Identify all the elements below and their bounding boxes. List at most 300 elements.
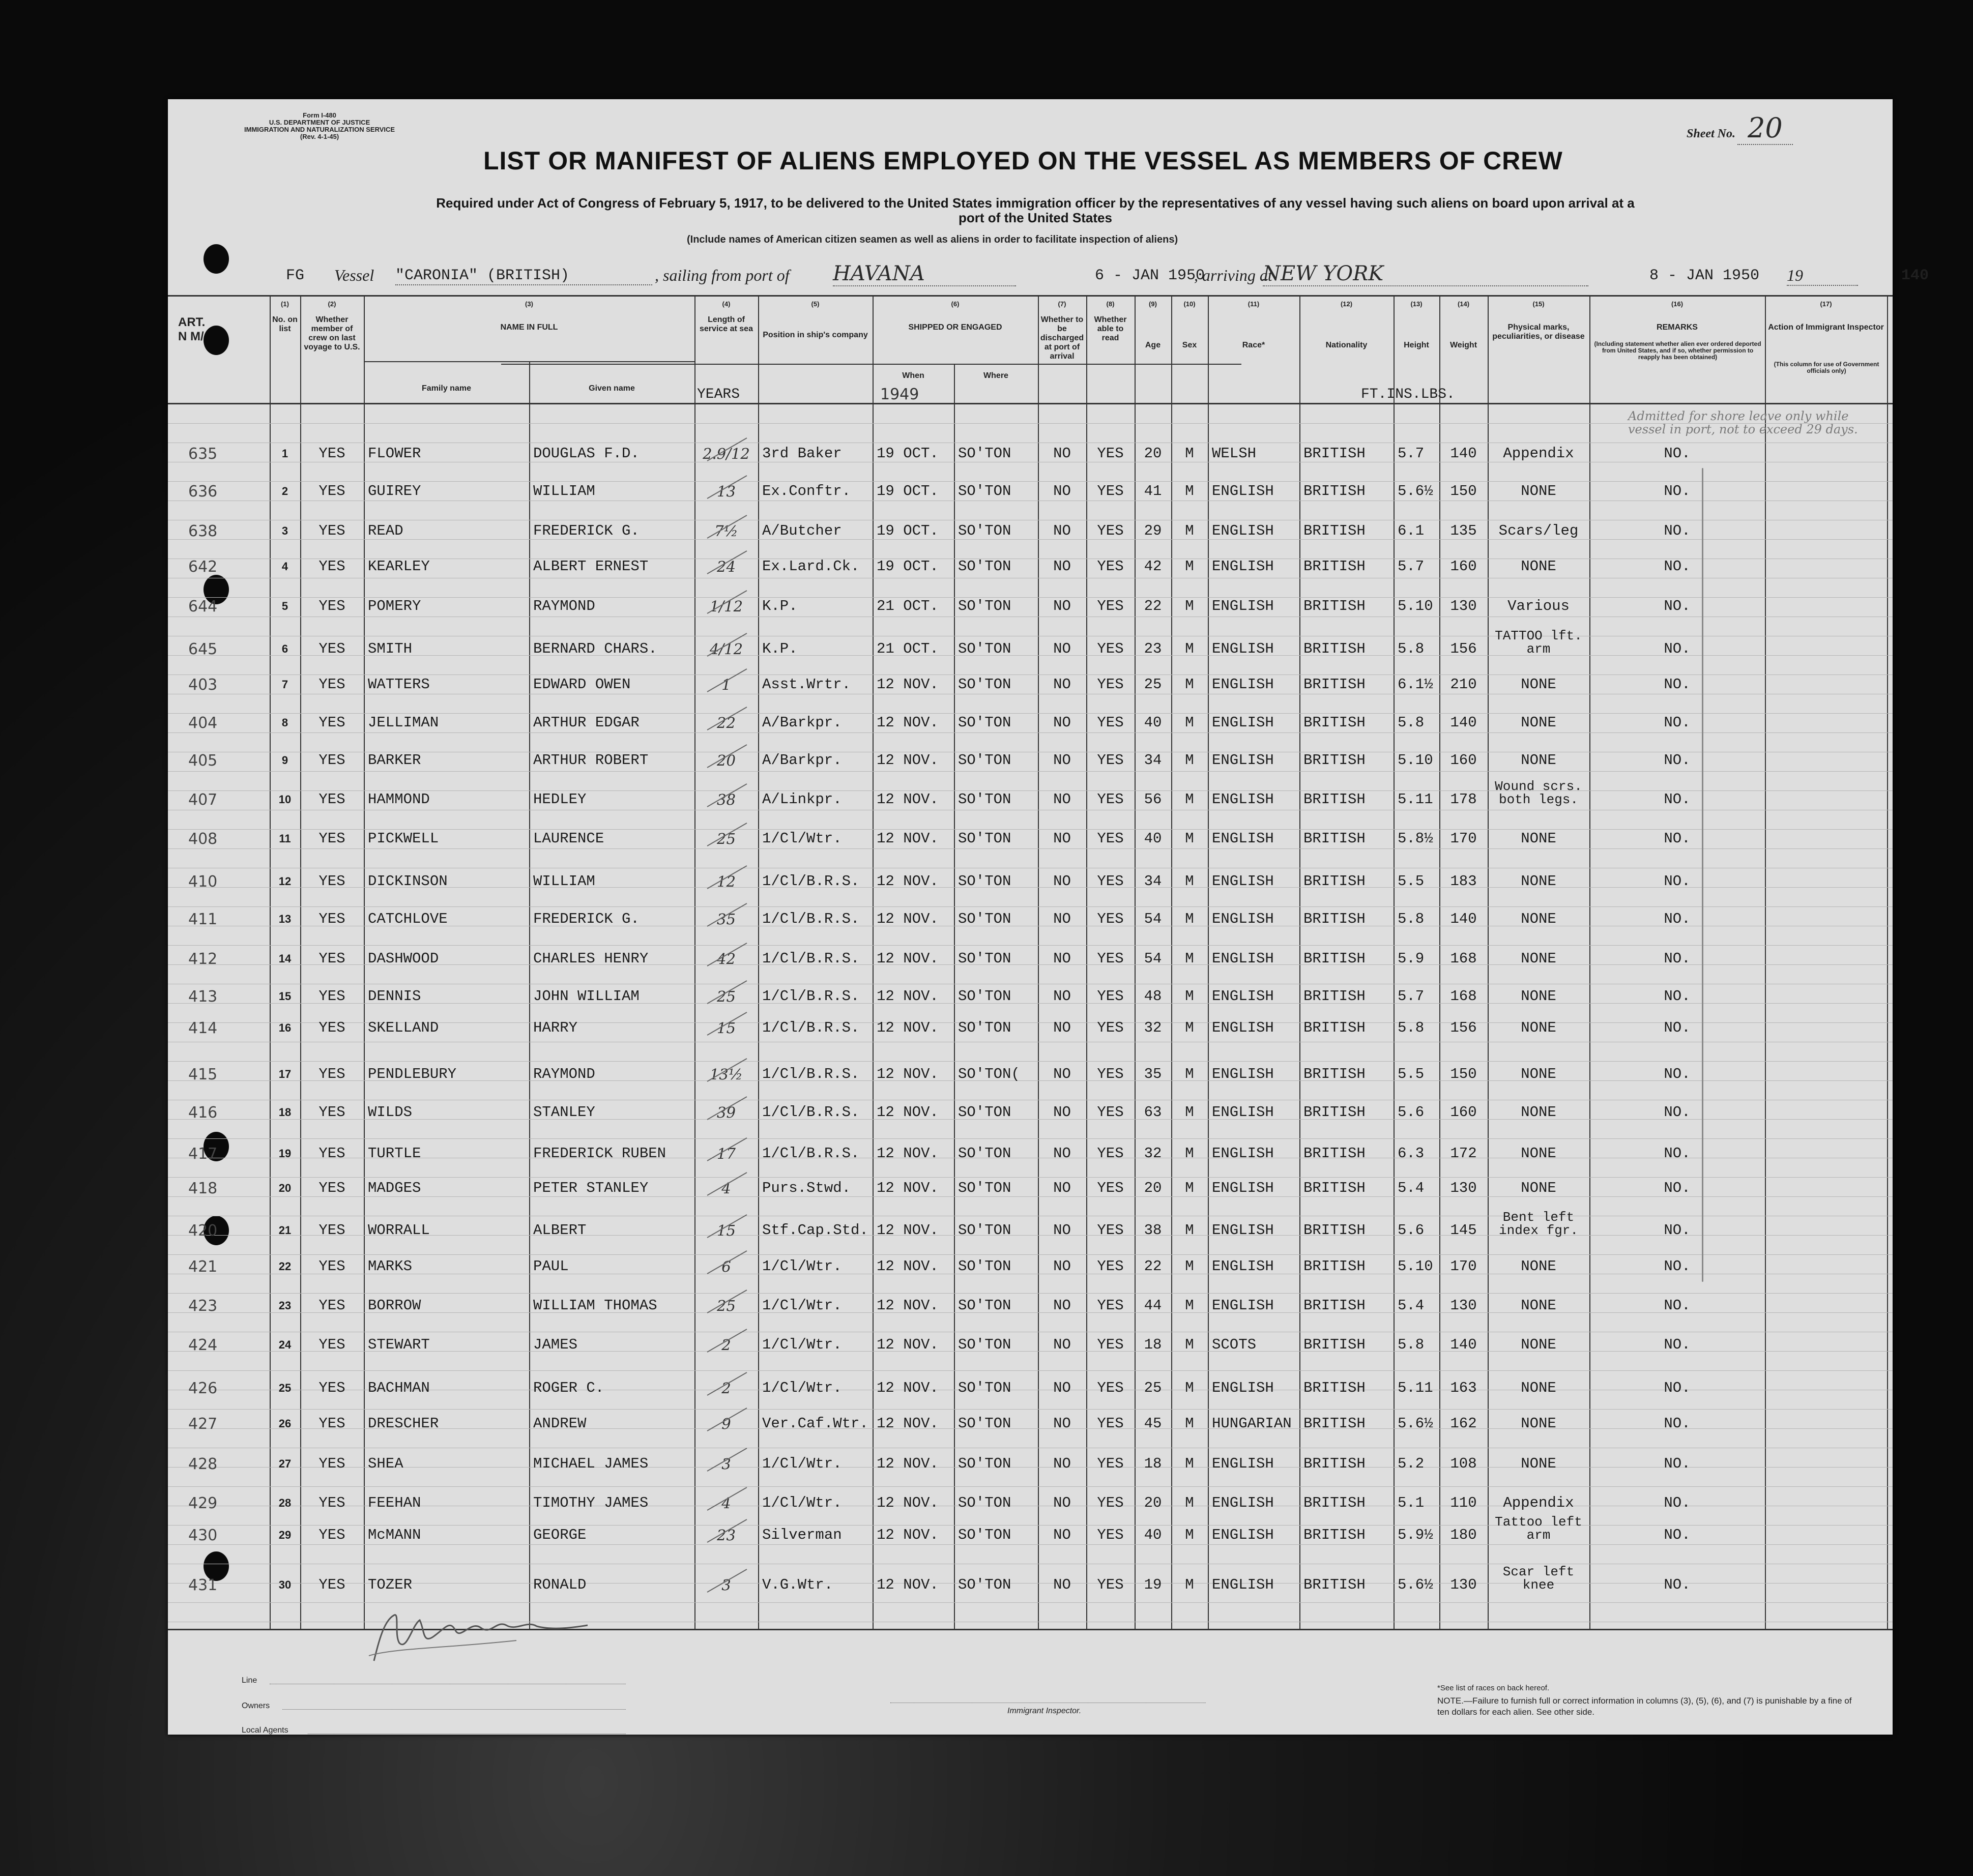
cell-sex: M	[1185, 640, 1194, 657]
cell-when: 21 OCT.	[877, 598, 939, 614]
cell-where: SO'TON	[958, 1527, 1011, 1543]
cell-read: YES	[1097, 483, 1124, 500]
cell-given: JOHN WILLIAM	[533, 988, 640, 1005]
cell-discharged: NO	[1053, 558, 1071, 575]
cell-crew: YES	[318, 752, 345, 769]
line-number: 635	[188, 445, 218, 463]
cell-where: SO'TON	[958, 483, 1011, 500]
form-number: Form I-480	[303, 111, 336, 119]
cell-marks: NONE	[1521, 911, 1556, 927]
cell-discharged: NO	[1053, 1336, 1071, 1353]
arriving-label: , arriving at	[1194, 266, 1272, 284]
cell-family: JELLIMAN	[368, 714, 439, 731]
race-note: *See list of races on back hereof.	[1437, 1684, 1550, 1692]
cell-age: 44	[1144, 1297, 1162, 1314]
cell-age: 32	[1144, 1145, 1162, 1162]
cell-position: 1/Cl/Wtr.	[762, 830, 842, 847]
cell-service: 4	[721, 1180, 731, 1197]
cell-when: 12 NOV.	[877, 1336, 939, 1353]
cell-service: 2.9/12	[703, 445, 750, 462]
cell-sex: M	[1185, 676, 1194, 693]
cell-position: A/Linkpr.	[762, 791, 842, 808]
cell-service: 6	[721, 1258, 731, 1275]
pencil-note: Admitted for shore leave only while vessel in port, not to exceed 29 days.	[1628, 409, 1858, 436]
cell-when: 21 OCT.	[877, 640, 939, 657]
line-number: 412	[188, 950, 218, 968]
ruled-line	[168, 1196, 1893, 1197]
cell-race: ENGLISH	[1212, 791, 1274, 808]
cell-no: 7	[281, 678, 288, 691]
cell-crew: YES	[318, 640, 345, 657]
page-subtitle	[270, 196, 1801, 225]
cell-when: 12 NOV.	[877, 1180, 939, 1196]
cell-given: FREDERICK RUBEN	[533, 1145, 666, 1162]
cell-service: 22	[717, 714, 736, 731]
cell-remarks: NO.	[1664, 988, 1691, 1005]
cell-where: SO'TON	[958, 1180, 1011, 1196]
cell-height: 5.6½	[1398, 1576, 1433, 1593]
line-number: 642	[188, 558, 218, 576]
cell-where: SO'TON	[958, 522, 1011, 539]
cell-where: SO'TON(	[958, 1066, 1020, 1082]
cell-sex: M	[1185, 1494, 1194, 1511]
cell-given: PAUL	[533, 1258, 569, 1275]
cell-age: 35	[1144, 1066, 1162, 1082]
line-number: 429	[188, 1494, 218, 1512]
cell-given: TIMOTHY JAMES	[533, 1494, 649, 1511]
cell-position: 1/Cl/Wtr.	[762, 1455, 842, 1472]
column-rule	[1589, 295, 1590, 1630]
cell-given: ALBERT	[533, 1222, 587, 1239]
ruled-line	[168, 481, 1893, 482]
ruled-line	[168, 1544, 1893, 1545]
cell-marks: Appendix	[1503, 445, 1574, 462]
ruled-line	[168, 945, 1893, 946]
footer-owners-rule	[282, 1709, 626, 1710]
cell-sex: M	[1185, 522, 1194, 539]
ruled-line	[168, 1061, 1893, 1062]
form-revision: (Rev. 4-1-45)	[300, 133, 339, 140]
cell-service: 1/12	[709, 598, 743, 615]
cell-where: SO'TON	[958, 1415, 1011, 1432]
cell-height: 5.7	[1398, 988, 1425, 1005]
cell-where: SO'TON	[958, 1104, 1011, 1121]
cell-weight: 130	[1450, 1180, 1477, 1196]
column-header: Height	[1404, 341, 1429, 349]
cell-marks: NONE	[1521, 1455, 1556, 1472]
cell-position: 1/Cl/B.R.S.	[762, 873, 860, 890]
cell-nationality: BRITISH	[1303, 598, 1366, 614]
cell-no: 3	[281, 524, 288, 537]
cell-height: 6.1½	[1398, 676, 1433, 693]
line-number: 413	[188, 988, 218, 1006]
cell-when: 19 OCT.	[877, 558, 939, 575]
cell-sex: M	[1185, 1297, 1194, 1314]
cell-when: 12 NOV.	[877, 1494, 939, 1511]
cell-age: 25	[1144, 1380, 1162, 1396]
cell-position: 1/Cl/Wtr.	[762, 1258, 842, 1275]
cell-crew: YES	[318, 1104, 345, 1121]
footer-line-label: Line	[242, 1676, 257, 1685]
cell-when: 12 NOV.	[877, 1527, 939, 1543]
cell-read: YES	[1097, 1455, 1124, 1472]
cell-marks: NONE	[1521, 714, 1556, 731]
cell-read: YES	[1097, 445, 1124, 462]
cell-crew: YES	[318, 988, 345, 1005]
cell-when: 19 OCT.	[877, 522, 939, 539]
cell-position: A/Barkpr.	[762, 752, 842, 769]
subheader-remarks-note: (Including statement whether alien ever ordered deported from United States, and if so, whether permission to reapply has been obtained)	[1594, 340, 1761, 361]
cell-race: ENGLISH	[1212, 1066, 1274, 1082]
cell-remarks: NO.	[1664, 873, 1691, 890]
cell-nationality: BRITISH	[1303, 1066, 1366, 1082]
cell-position: 1/Cl/B.R.S.	[762, 1145, 860, 1162]
column-header: No. on list	[272, 315, 298, 333]
cell-family: BORROW	[368, 1297, 421, 1314]
cell-marks: NONE	[1521, 1258, 1556, 1275]
cell-crew: YES	[318, 830, 345, 847]
line-number: 405	[188, 752, 218, 770]
form-service: IMMIGRATION AND NATURALIZATION SERVICE	[244, 126, 395, 133]
column-header: Nationality	[1325, 341, 1368, 349]
column-rule	[364, 295, 365, 1630]
cell-race: ENGLISH	[1212, 1104, 1274, 1121]
cell-read: YES	[1097, 1336, 1124, 1353]
cell-weight: 170	[1450, 1258, 1477, 1275]
cell-service: 13	[717, 483, 736, 500]
cell-height: 6.1	[1398, 522, 1425, 539]
cell-service: 1	[721, 676, 731, 693]
cell-where: SO'TON	[958, 950, 1011, 967]
cell-age: 22	[1144, 1258, 1162, 1275]
cell-given: ALBERT ERNEST	[533, 558, 649, 575]
cell-family: WILDS	[368, 1104, 413, 1121]
cell-race: ENGLISH	[1212, 911, 1274, 927]
cell-when: 12 NOV.	[877, 1066, 939, 1082]
when-column-rule	[954, 364, 955, 1630]
cell-crew: YES	[318, 873, 345, 890]
cell-where: SO'TON	[958, 1145, 1011, 1162]
cell-family: CATCHLOVE	[368, 911, 448, 927]
cell-read: YES	[1097, 558, 1124, 575]
cell-remarks: NO.	[1664, 676, 1691, 693]
vessel-line	[286, 262, 1929, 292]
cell-where: SO'TON	[958, 1455, 1011, 1472]
cell-nationality: BRITISH	[1303, 830, 1366, 847]
cell-crew: YES	[318, 676, 345, 693]
cell-weight: 145	[1450, 1222, 1477, 1239]
cell-marks: NONE	[1521, 1380, 1556, 1396]
cell-no: 19	[278, 1147, 292, 1160]
cell-family: SKELLAND	[368, 1019, 439, 1036]
cell-weight: 160	[1450, 1104, 1477, 1121]
cell-no: 8	[281, 716, 288, 729]
cell-height: 5.4	[1398, 1297, 1425, 1314]
column-header: Weight	[1449, 341, 1477, 349]
cell-age: 63	[1144, 1104, 1162, 1121]
cell-race: ENGLISH	[1212, 714, 1274, 731]
cell-when: 12 NOV.	[877, 1380, 939, 1396]
cell-marks: Appendix	[1503, 1494, 1574, 1511]
cell-family: READ	[368, 522, 403, 539]
cell-family: KEARLEY	[368, 558, 430, 575]
cell-no: 9	[281, 754, 288, 767]
cell-given: PETER STANLEY	[533, 1180, 649, 1196]
cell-race: ENGLISH	[1212, 873, 1274, 890]
column-number: (6)	[951, 300, 960, 308]
cell-nationality: BRITISH	[1303, 1180, 1366, 1196]
cell-service: 12	[717, 873, 736, 890]
cell-service: 2	[721, 1380, 731, 1397]
cell-crew: YES	[318, 1258, 345, 1275]
cell-where: SO'TON	[958, 1494, 1011, 1511]
cell-given: RAYMOND	[533, 598, 595, 614]
cell-race: ENGLISH	[1212, 1145, 1274, 1162]
cell-race: ENGLISH	[1212, 598, 1274, 614]
cell-service: 3	[721, 1455, 731, 1473]
cell-position: Ver.Caf.Wtr.	[762, 1415, 868, 1432]
cell-no: 4	[281, 560, 288, 573]
cell-position: Ex.Conftr.	[762, 483, 851, 500]
cell-sex: M	[1185, 1527, 1194, 1543]
cell-remarks: NO.	[1664, 483, 1691, 500]
cell-height: 5.11	[1398, 791, 1433, 808]
cell-where: SO'TON	[958, 1336, 1011, 1353]
cell-discharged: NO	[1053, 522, 1071, 539]
cell-weight: 140	[1450, 714, 1477, 731]
cell-given: STANLEY	[533, 1104, 595, 1121]
cell-sex: M	[1185, 483, 1194, 500]
cell-marks: NONE	[1521, 558, 1556, 575]
cell-no: 11	[279, 832, 291, 845]
footer-agents-label: Local Agents	[242, 1726, 288, 1735]
cell-service: 17	[717, 1145, 736, 1162]
cell-read: YES	[1097, 1180, 1124, 1196]
cell-marks: Various	[1507, 598, 1570, 614]
column-rule	[1171, 295, 1172, 1630]
cell-given: JAMES	[533, 1336, 578, 1353]
cell-read: YES	[1097, 1494, 1124, 1511]
cell-position: A/Barkpr.	[762, 714, 842, 731]
shipped-subrule	[501, 364, 1241, 365]
ruled-line	[168, 1486, 1893, 1487]
cell-nationality: BRITISH	[1303, 522, 1366, 539]
cell-sex: M	[1185, 911, 1194, 927]
cell-age: 34	[1144, 873, 1162, 890]
name-column-rule	[529, 361, 530, 1630]
cell-service: 4	[721, 1494, 731, 1512]
line-number: 426	[188, 1380, 218, 1397]
cell-remarks: NO.	[1664, 1180, 1691, 1196]
subheader-family: Family name	[422, 384, 471, 393]
cell-sex: M	[1185, 1019, 1194, 1036]
cell-remarks: NO.	[1664, 1527, 1691, 1543]
line-number: 416	[188, 1104, 218, 1122]
cell-nationality: BRITISH	[1303, 1145, 1366, 1162]
cell-nationality: BRITISH	[1303, 445, 1366, 462]
cell-weight: 160	[1450, 558, 1477, 575]
cell-height: 5.4	[1398, 1180, 1425, 1196]
cell-age: 29	[1144, 522, 1162, 539]
cell-where: SO'TON	[958, 714, 1011, 731]
cell-race: ENGLISH	[1212, 1297, 1274, 1314]
cell-sex: M	[1185, 1415, 1194, 1432]
column-number: (11)	[1247, 300, 1260, 308]
cell-when: 12 NOV.	[877, 1258, 939, 1275]
cell-height: 5.2	[1398, 1455, 1425, 1472]
cell-remarks: NO.	[1664, 1222, 1691, 1239]
cell-family: McMANN	[368, 1527, 421, 1543]
column-rule	[1439, 295, 1440, 1630]
port-from: HAVANA	[833, 262, 1016, 286]
column-header: Whether to be discharged at port of arrival	[1040, 315, 1084, 361]
cell-remarks: NO.	[1664, 1380, 1691, 1396]
cell-height: 5.8	[1398, 911, 1425, 927]
cell-family: FLOWER	[368, 445, 421, 462]
cell-sex: M	[1185, 1145, 1194, 1162]
cell-height: 5.6	[1398, 1222, 1425, 1239]
cell-service: 24	[717, 558, 736, 575]
cell-crew: YES	[318, 558, 345, 575]
cell-given: CHARLES HENRY	[533, 950, 649, 967]
cell-sex: M	[1185, 873, 1194, 890]
cell-marks: NONE	[1521, 1104, 1556, 1121]
cell-weight: 160	[1450, 752, 1477, 769]
cell-where: SO'TON	[958, 752, 1011, 769]
cell-family: WORRALL	[368, 1222, 430, 1239]
cell-read: YES	[1097, 1527, 1124, 1543]
cell-read: YES	[1097, 1258, 1124, 1275]
cell-position: Asst.Wrtr.	[762, 676, 851, 693]
cell-age: 18	[1144, 1336, 1162, 1353]
cell-position: 1/Cl/B.R.S.	[762, 988, 860, 1005]
cell-where: SO'TON	[958, 1019, 1011, 1036]
cell-when: 12 NOV.	[877, 950, 939, 967]
vessel-label: Vessel	[334, 266, 374, 284]
cell-age: 32	[1144, 1019, 1162, 1036]
column-number: (9)	[1149, 300, 1157, 308]
cell-family: GUIREY	[368, 483, 421, 500]
cell-remarks: NO.	[1664, 1494, 1691, 1511]
cell-family: POMERY	[368, 598, 421, 614]
column-number: (14)	[1457, 300, 1470, 308]
cell-no: 12	[278, 875, 292, 888]
ruled-line	[168, 1177, 1893, 1178]
cell-family: DICKINSON	[368, 873, 448, 890]
column-rule	[758, 295, 759, 1630]
arrival-date: 8 - JAN 1950	[1649, 267, 1760, 284]
cell-discharged: NO	[1053, 1066, 1071, 1082]
cell-weight: 156	[1450, 640, 1477, 657]
cell-height: 5.7	[1398, 558, 1425, 575]
column-number: (15)	[1532, 300, 1545, 308]
units-label: FT.INS.LBS.	[1361, 387, 1455, 402]
cell-crew: YES	[318, 598, 345, 614]
cell-discharged: NO	[1053, 1576, 1071, 1593]
cell-height: 5.7	[1398, 445, 1425, 462]
cell-discharged: NO	[1053, 873, 1071, 890]
cell-service: 2	[721, 1336, 731, 1354]
cell-remarks: NO.	[1664, 1019, 1691, 1036]
cell-when: 12 NOV.	[877, 1415, 939, 1432]
sheet-number-label: Sheet No.	[1687, 127, 1735, 140]
cell-marks: NONE	[1521, 988, 1556, 1005]
cell-no: 29	[278, 1529, 292, 1541]
cell-race: ENGLISH	[1212, 1494, 1274, 1511]
cell-sex: M	[1185, 988, 1194, 1005]
cell-sex: M	[1185, 714, 1194, 731]
year-1949-label: 1949	[880, 386, 919, 403]
cell-no: 28	[278, 1497, 292, 1509]
cell-weight: 130	[1450, 1297, 1477, 1314]
cell-where: SO'TON	[958, 1258, 1011, 1275]
cell-age: 20	[1144, 445, 1162, 462]
cell-remarks: NO.	[1664, 714, 1691, 731]
cell-age: 25	[1144, 676, 1162, 693]
cell-where: SO'TON	[958, 1222, 1011, 1239]
cell-crew: YES	[318, 1380, 345, 1396]
cell-crew: YES	[318, 522, 345, 539]
column-number: (2)	[328, 300, 336, 308]
cell-nationality: BRITISH	[1303, 714, 1366, 731]
cell-height: 5.6½	[1398, 483, 1433, 500]
cell-discharged: NO	[1053, 1145, 1071, 1162]
cell-race: ENGLISH	[1212, 676, 1274, 693]
cell-no: 27	[278, 1457, 292, 1470]
cell-sex: M	[1185, 1336, 1194, 1353]
cell-where: SO'TON	[958, 873, 1011, 890]
cell-sex: M	[1185, 950, 1194, 967]
cell-family: PICKWELL	[368, 830, 439, 847]
cell-family: SHEA	[368, 1455, 403, 1472]
cell-read: YES	[1097, 988, 1124, 1005]
cell-no: 22	[278, 1260, 292, 1273]
cell-discharged: NO	[1053, 1297, 1071, 1314]
vessel-name: "CARONIA" (BRITISH)	[395, 267, 652, 285]
cell-service: 25	[717, 988, 736, 1005]
cell-race: ENGLISH	[1212, 1455, 1274, 1472]
cell-race: ENGLISH	[1212, 640, 1274, 657]
column-rule	[300, 295, 301, 1630]
column-rule	[1086, 295, 1087, 1630]
cell-nationality: BRITISH	[1303, 1380, 1366, 1396]
cell-given: MICHAEL JAMES	[533, 1455, 649, 1472]
cell-where: SO'TON	[958, 640, 1011, 657]
cell-discharged: NO	[1053, 1222, 1071, 1239]
cell-crew: YES	[318, 1297, 345, 1314]
cell-where: SO'TON	[958, 676, 1011, 693]
cell-discharged: NO	[1053, 1104, 1071, 1121]
cell-when: 12 NOV.	[877, 714, 939, 731]
cell-age: 38	[1144, 1222, 1162, 1239]
column-rule	[1765, 295, 1766, 1630]
cell-when: 12 NOV.	[877, 1576, 939, 1593]
cell-age: 20	[1144, 1494, 1162, 1511]
cell-remarks: NO.	[1664, 1297, 1691, 1314]
cell-no: 20	[278, 1182, 292, 1194]
cell-sex: M	[1185, 830, 1194, 847]
cell-service: 9	[721, 1415, 731, 1432]
cell-family: FEEHAN	[368, 1494, 421, 1511]
cell-family: SMITH	[368, 640, 413, 657]
ruled-line	[168, 848, 1893, 849]
cell-crew: YES	[318, 483, 345, 500]
cell-service: 25	[717, 830, 736, 847]
cell-remarks: NO.	[1664, 445, 1691, 462]
footer-owners-label: Owners	[242, 1702, 270, 1710]
cell-nationality: BRITISH	[1303, 988, 1366, 1005]
column-rule	[1038, 295, 1039, 1630]
